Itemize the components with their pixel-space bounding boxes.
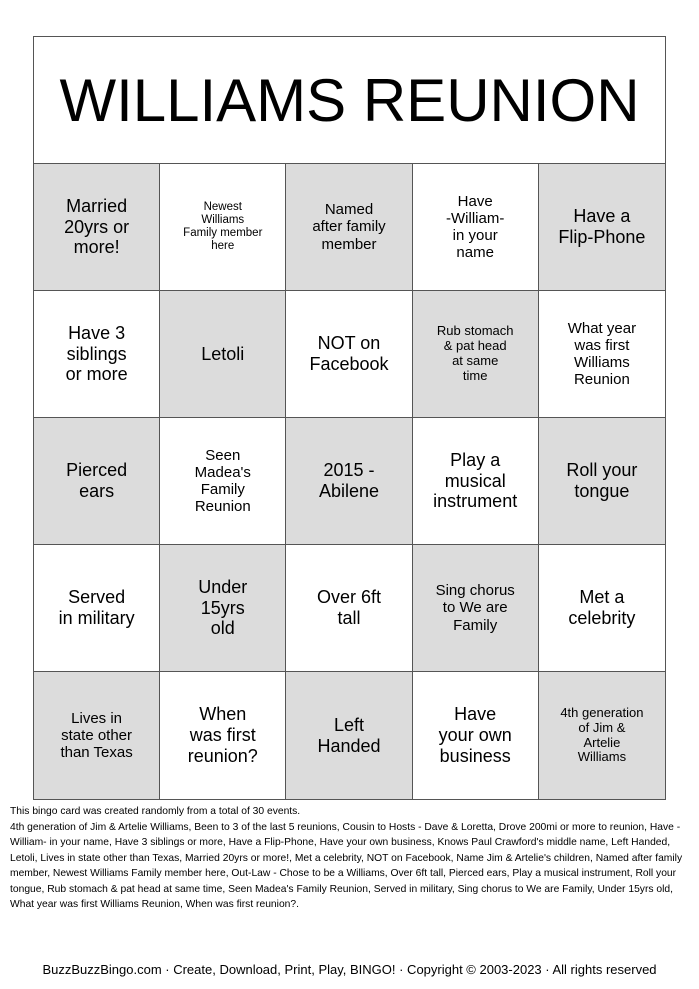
bingo-grid bbox=[34, 164, 665, 799]
bingo-cell: NOT on Facebook bbox=[286, 291, 412, 418]
bingo-cell: 2015 - Abilene bbox=[286, 418, 412, 545]
bingo-cell: Seen Madea's Family Reunion bbox=[160, 418, 286, 545]
card-title: WILLIAMS REUNION bbox=[34, 37, 665, 164]
bingo-cell: Met a celebrity bbox=[539, 545, 665, 672]
card-info bbox=[10, 804, 690, 913]
bingo-cell: Newest Williams Family member here bbox=[160, 164, 286, 291]
bingo-cell: Pierced ears bbox=[34, 418, 160, 545]
bingo-cell: Named after family member bbox=[286, 164, 412, 291]
info-events: 4th generation of Jim & Artelie Williams, Been to 3 of the last 5 reunions, Cousin to Hosts - Dave & Loretta, Drove 200mi or more to reunion, Have -William- in your name, Have 3 siblings or more, Have a Flip-Phone, Have your own business, Knows Paul Crawford's middle name, Left Handed, Letoli, Lives in state other than Texas, Married 20yrs or more!, Met a celebrity, NOT on Facebook, Name Jim & Artelie's children, Named after family member, Newest Williams Family member here, Out-Law - Chose to be a Williams, Over 6ft tall, Pierced ears, Play a musical instrument, Roll your tongue, Rub stomach & pat head at same time, Seen Madea's Family Reunion, Served in military, Sing chorus to We are Family, Under 15yrs old, What year was first Williams Reunion, When was first reunion?. bbox=[10, 821, 683, 910]
bingo-cell: Have 3 siblings or more bbox=[34, 291, 160, 418]
bingo-cell: Have your own business bbox=[413, 672, 539, 799]
bingo-cell: Have a Flip-Phone bbox=[539, 164, 665, 291]
bingo-cell: What year was first Williams Reunion bbox=[539, 291, 665, 418]
bingo-cell: Have -William- in your name bbox=[413, 164, 539, 291]
bingo-cell: Roll your tongue bbox=[539, 418, 665, 545]
footer: BuzzBuzzBingo.com · Create, Download, Print, Play, BINGO! · Copyright © 2003-2023 · All rights reserved bbox=[42, 962, 657, 977]
bingo-cell: Play a musical instrument bbox=[413, 418, 539, 545]
bingo-cell: Left Handed bbox=[286, 672, 412, 799]
bingo-cell: Lives in state other than Texas bbox=[34, 672, 160, 799]
bingo-cell: Served in military bbox=[34, 545, 160, 672]
bingo-cell: Rub stomach & pat head at same time bbox=[413, 291, 539, 418]
info-intro: This bingo card was created randomly from a total of 30 events. bbox=[10, 806, 301, 817]
bingo-cell: Sing chorus to We are Family bbox=[413, 545, 539, 672]
bingo-cell: Married 20yrs or more! bbox=[34, 164, 160, 291]
bingo-cell: 4th generation of Jim & Artelie Williams bbox=[539, 672, 665, 799]
bingo-cell: Letoli bbox=[160, 291, 286, 418]
bingo-cell: Over 6ft tall bbox=[286, 545, 412, 672]
bingo-cell: Under 15yrs old bbox=[160, 545, 286, 672]
bingo-card bbox=[33, 36, 666, 800]
bingo-cell: When was first reunion? bbox=[160, 672, 286, 799]
